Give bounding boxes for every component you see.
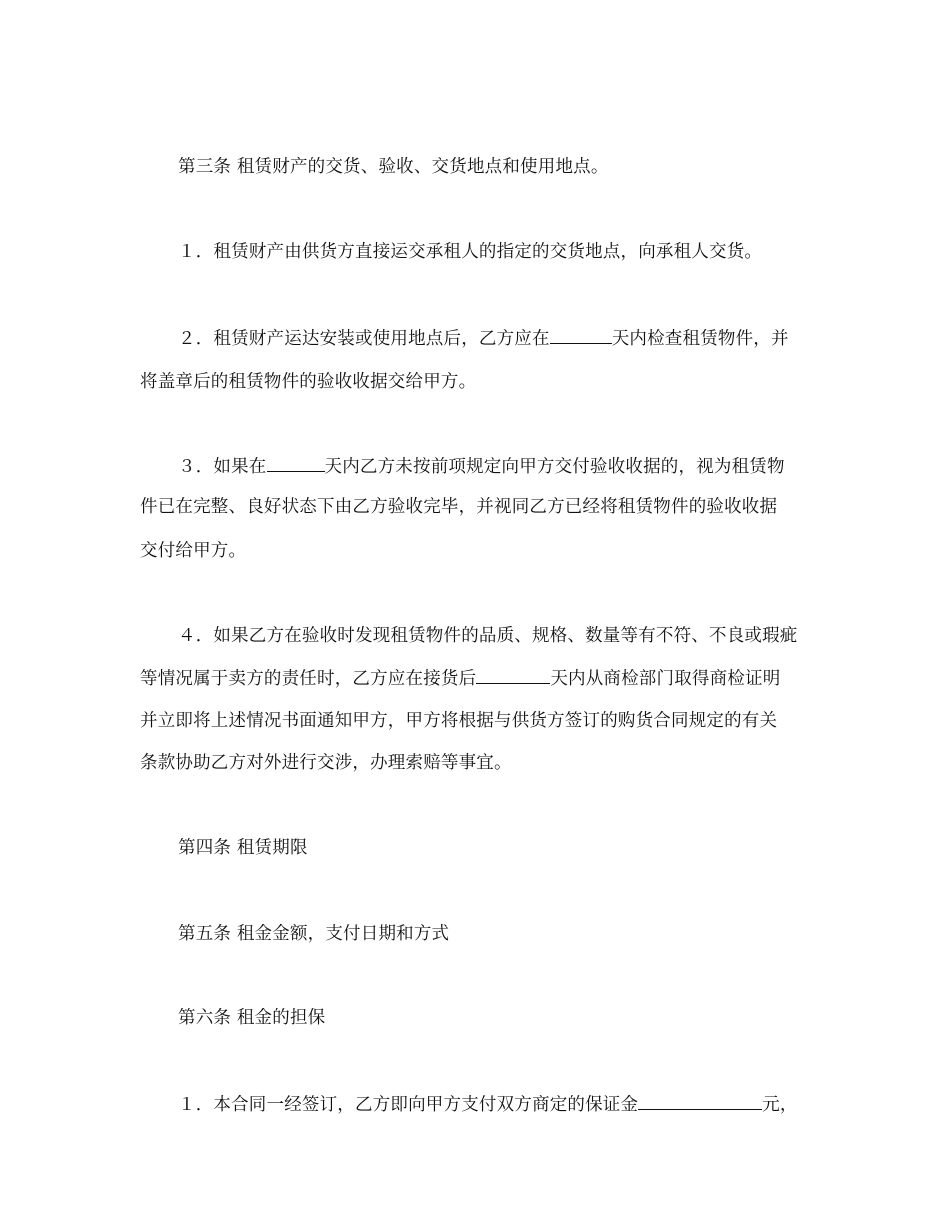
text-segment: 元， [762, 1095, 798, 1115]
article-3-heading: 第三条 租赁财产的交货、验收、交货地点和使用地点。 [178, 157, 609, 177]
article-3-item-4-line-3: 并立即将上述情况书面通知甲方，甲方将根据与供货方签订的购货合同规定的有关 [140, 711, 778, 731]
article-3-item-4-line-4: 条款协助乙方对外进行交涉，办理索赔等事宜。 [140, 753, 512, 773]
article-3-item-4-line-1: ４．如果乙方在验收时发现租赁物件的品质、规格、数量等有不符、不良或瑕疵 [178, 626, 798, 646]
text-segment: ３．如果在 [178, 457, 267, 477]
fill-in-blank[interactable] [267, 454, 325, 472]
text-segment: 天内乙方未按前项规定向甲方交付验收收据的，视为租赁物 [324, 457, 785, 477]
article-3-item-2-line-1 [178, 326, 858, 351]
text-segment: ２．租赁财产运达安装或使用地点后，乙方应在 [178, 329, 550, 349]
article-3-item-3-line-3: 交付给甲方。 [140, 541, 247, 561]
article-3-item-1: １．租赁财产由供货方直接运交承租人的指定的交货地点，向承租人交货。 [178, 242, 763, 262]
article-6-item-1-line-1 [178, 1092, 858, 1117]
article-3-item-4-line-2 [140, 666, 820, 691]
fill-in-blank[interactable] [550, 326, 612, 344]
text-segment: 天内检查租赁物件，并 [611, 329, 789, 349]
article-3-item-3-line-1 [178, 454, 858, 479]
article-5-heading: 第五条 租金金额，支付日期和方式 [178, 924, 450, 944]
article-4-heading: 第四条 租赁期限 [178, 838, 308, 858]
article-3-item-3-line-2: 件已在完整、良好状态下由乙方验收完毕，并视同乙方已经将租赁物件的验收收据 [140, 497, 778, 517]
fill-in-blank[interactable] [638, 1092, 762, 1110]
text-segment: 等情况属于卖方的责任时，乙方应在接货后 [140, 669, 477, 689]
fill-in-blank[interactable] [476, 666, 550, 684]
text-segment: １．本合同一经签订，乙方即向甲方支付双方商定的保证金 [178, 1095, 639, 1115]
article-3-item-2-line-2: 将盖章后的租赁物件的验收收据交给甲方。 [140, 372, 477, 392]
article-6-heading: 第六条 租金的担保 [178, 1008, 326, 1028]
text-segment: 天内从商检部门取得商检证明 [550, 669, 781, 689]
